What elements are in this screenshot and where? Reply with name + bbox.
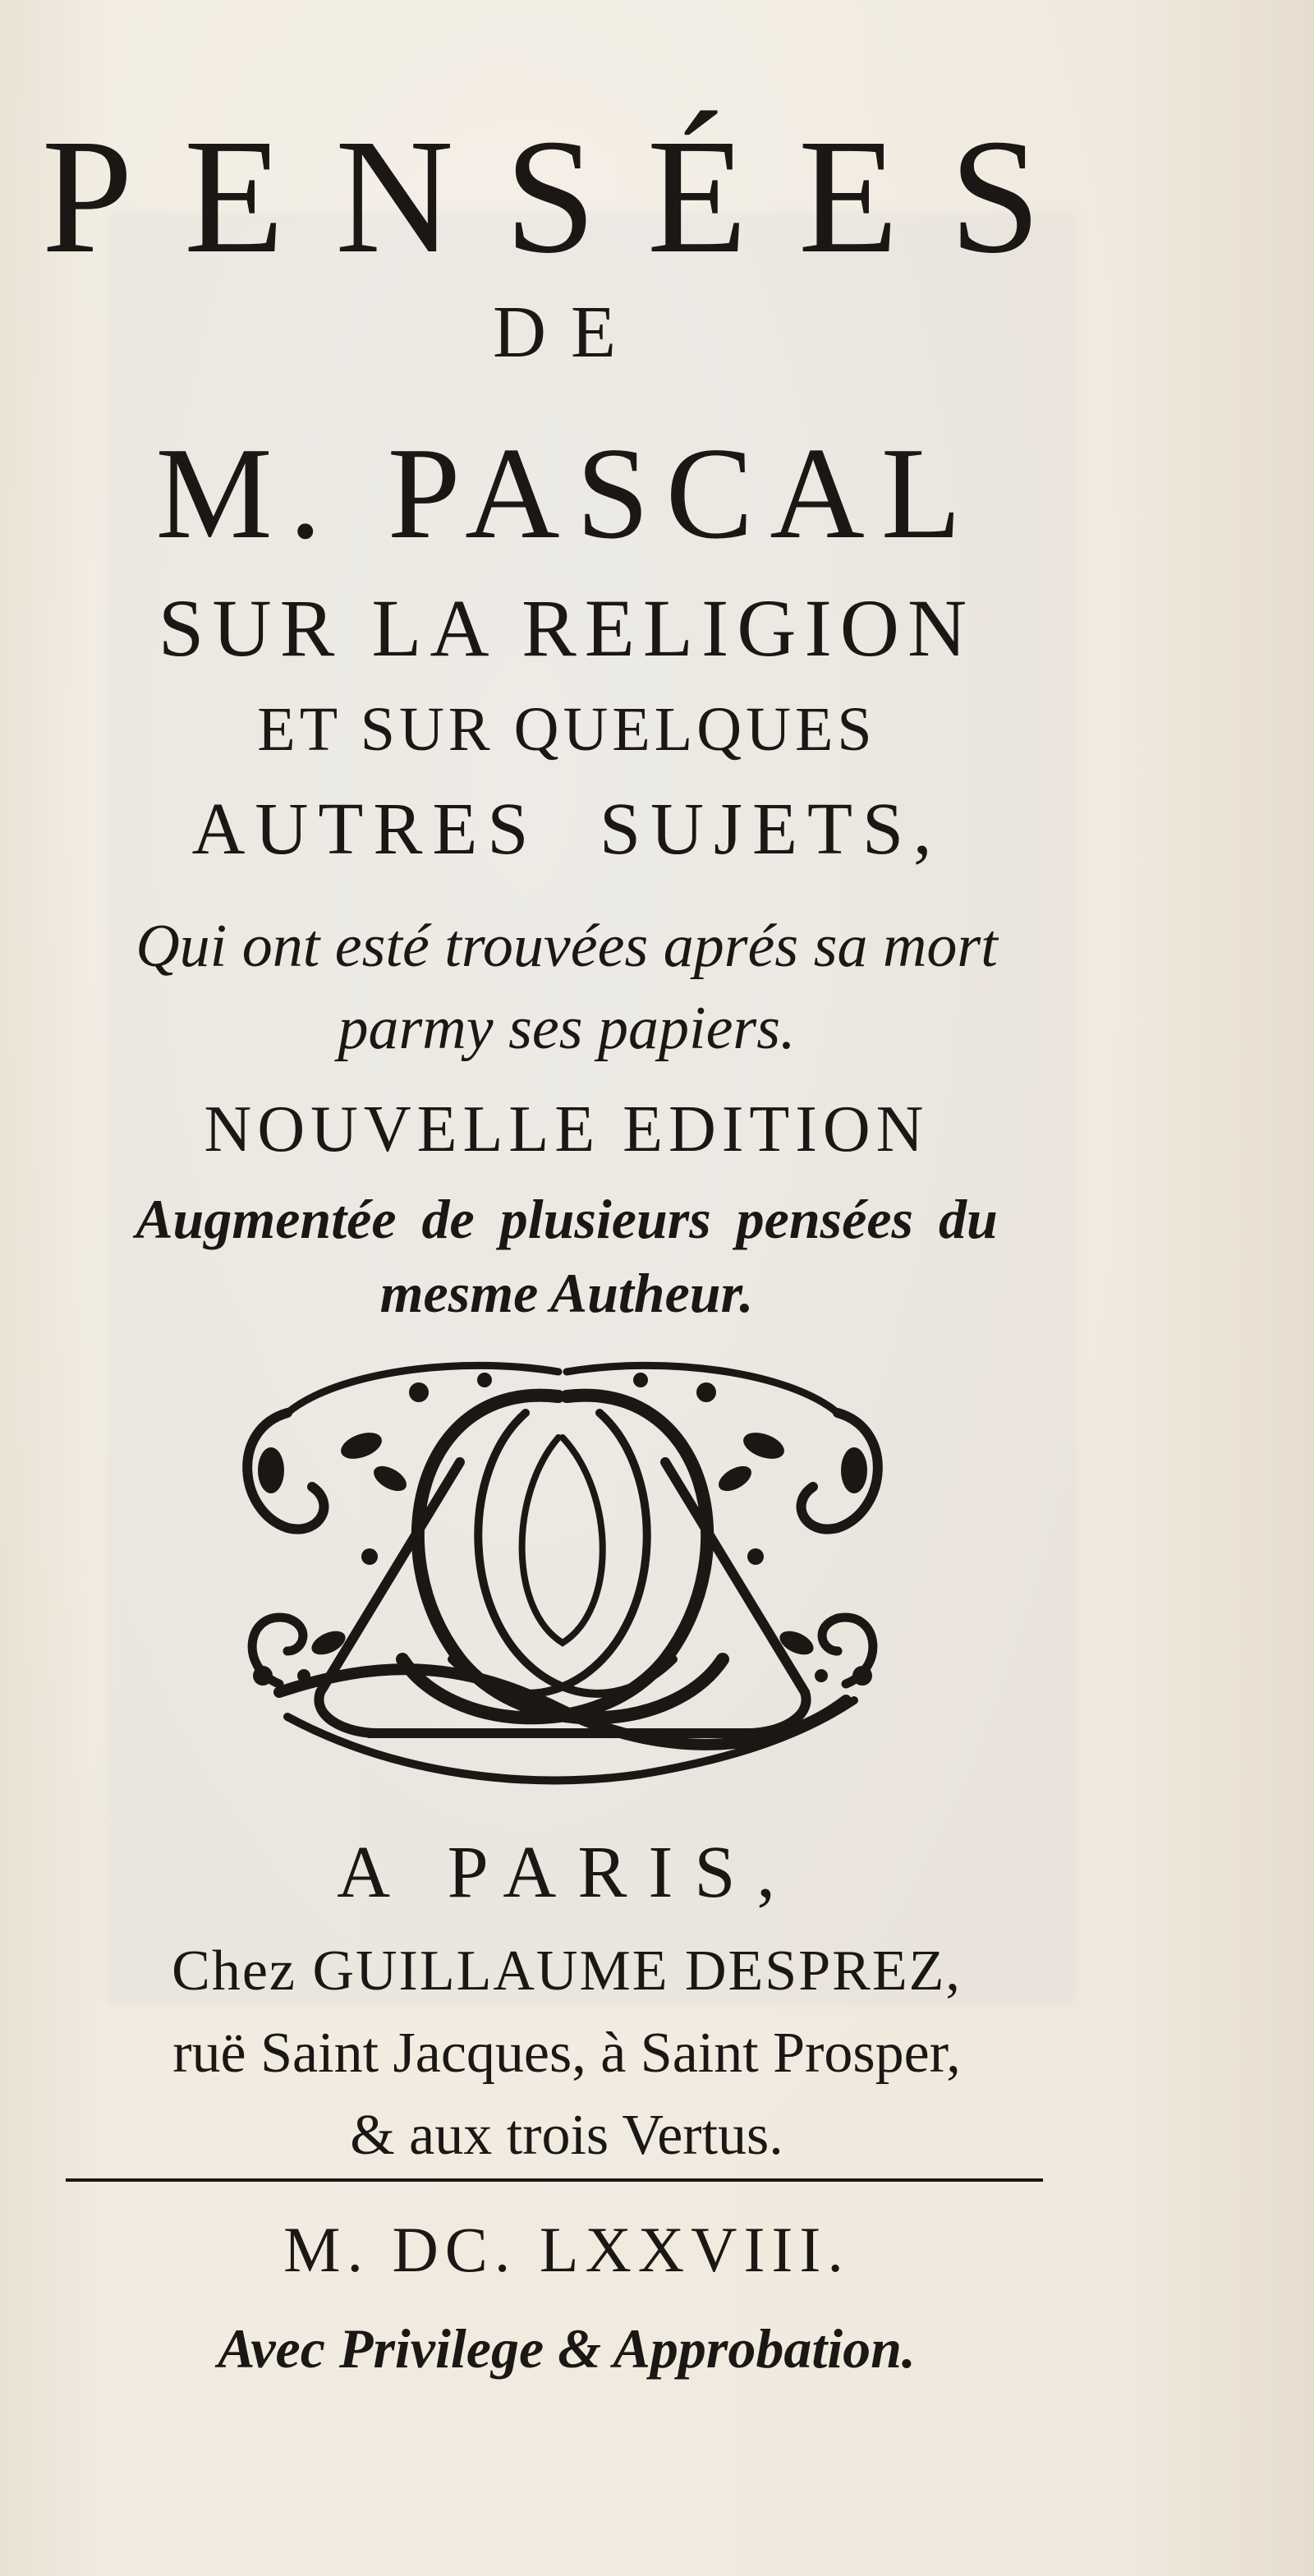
imprint-publisher: Chez GUILLAUME DESPREZ, [172, 1939, 962, 2003]
subtitle-line-1: SUR LA RELIGION [158, 582, 976, 674]
imprint-address: ruë Saint Jacques, à Saint Prosper, [172, 2022, 961, 2085]
imprint-year: M. DC. LXXVIII. [283, 2214, 850, 2285]
divider-rule [66, 2178, 1043, 2182]
subtitle-line-3: AUTRES SUJETS, [191, 789, 942, 870]
edition-label: NOUVELLE EDITION [204, 1093, 930, 1166]
imprint-city: A PARIS, [337, 1832, 797, 1913]
book-title: PENSÉES [41, 106, 1092, 288]
author-name: M. PASCAL [155, 420, 978, 566]
note-line-1: Qui ont esté trouvées aprés sa mort [136, 913, 998, 980]
augment-line-1: Augmentée de plusieurs pensées du [136, 1188, 998, 1250]
subtitle-line-2: ET SUR QUELQUES [257, 695, 876, 764]
privilege-line: Avec Privilege & Approbation. [218, 2317, 916, 2380]
augment-line-2: mesme Autheur. [379, 1262, 754, 1324]
title-de: DE [493, 292, 641, 373]
imprint-sign: & aux trois Vertus. [350, 2104, 783, 2167]
monogram-ornament-icon [214, 1347, 912, 1807]
note-line-2: parmy ses papiers. [338, 995, 796, 1062]
